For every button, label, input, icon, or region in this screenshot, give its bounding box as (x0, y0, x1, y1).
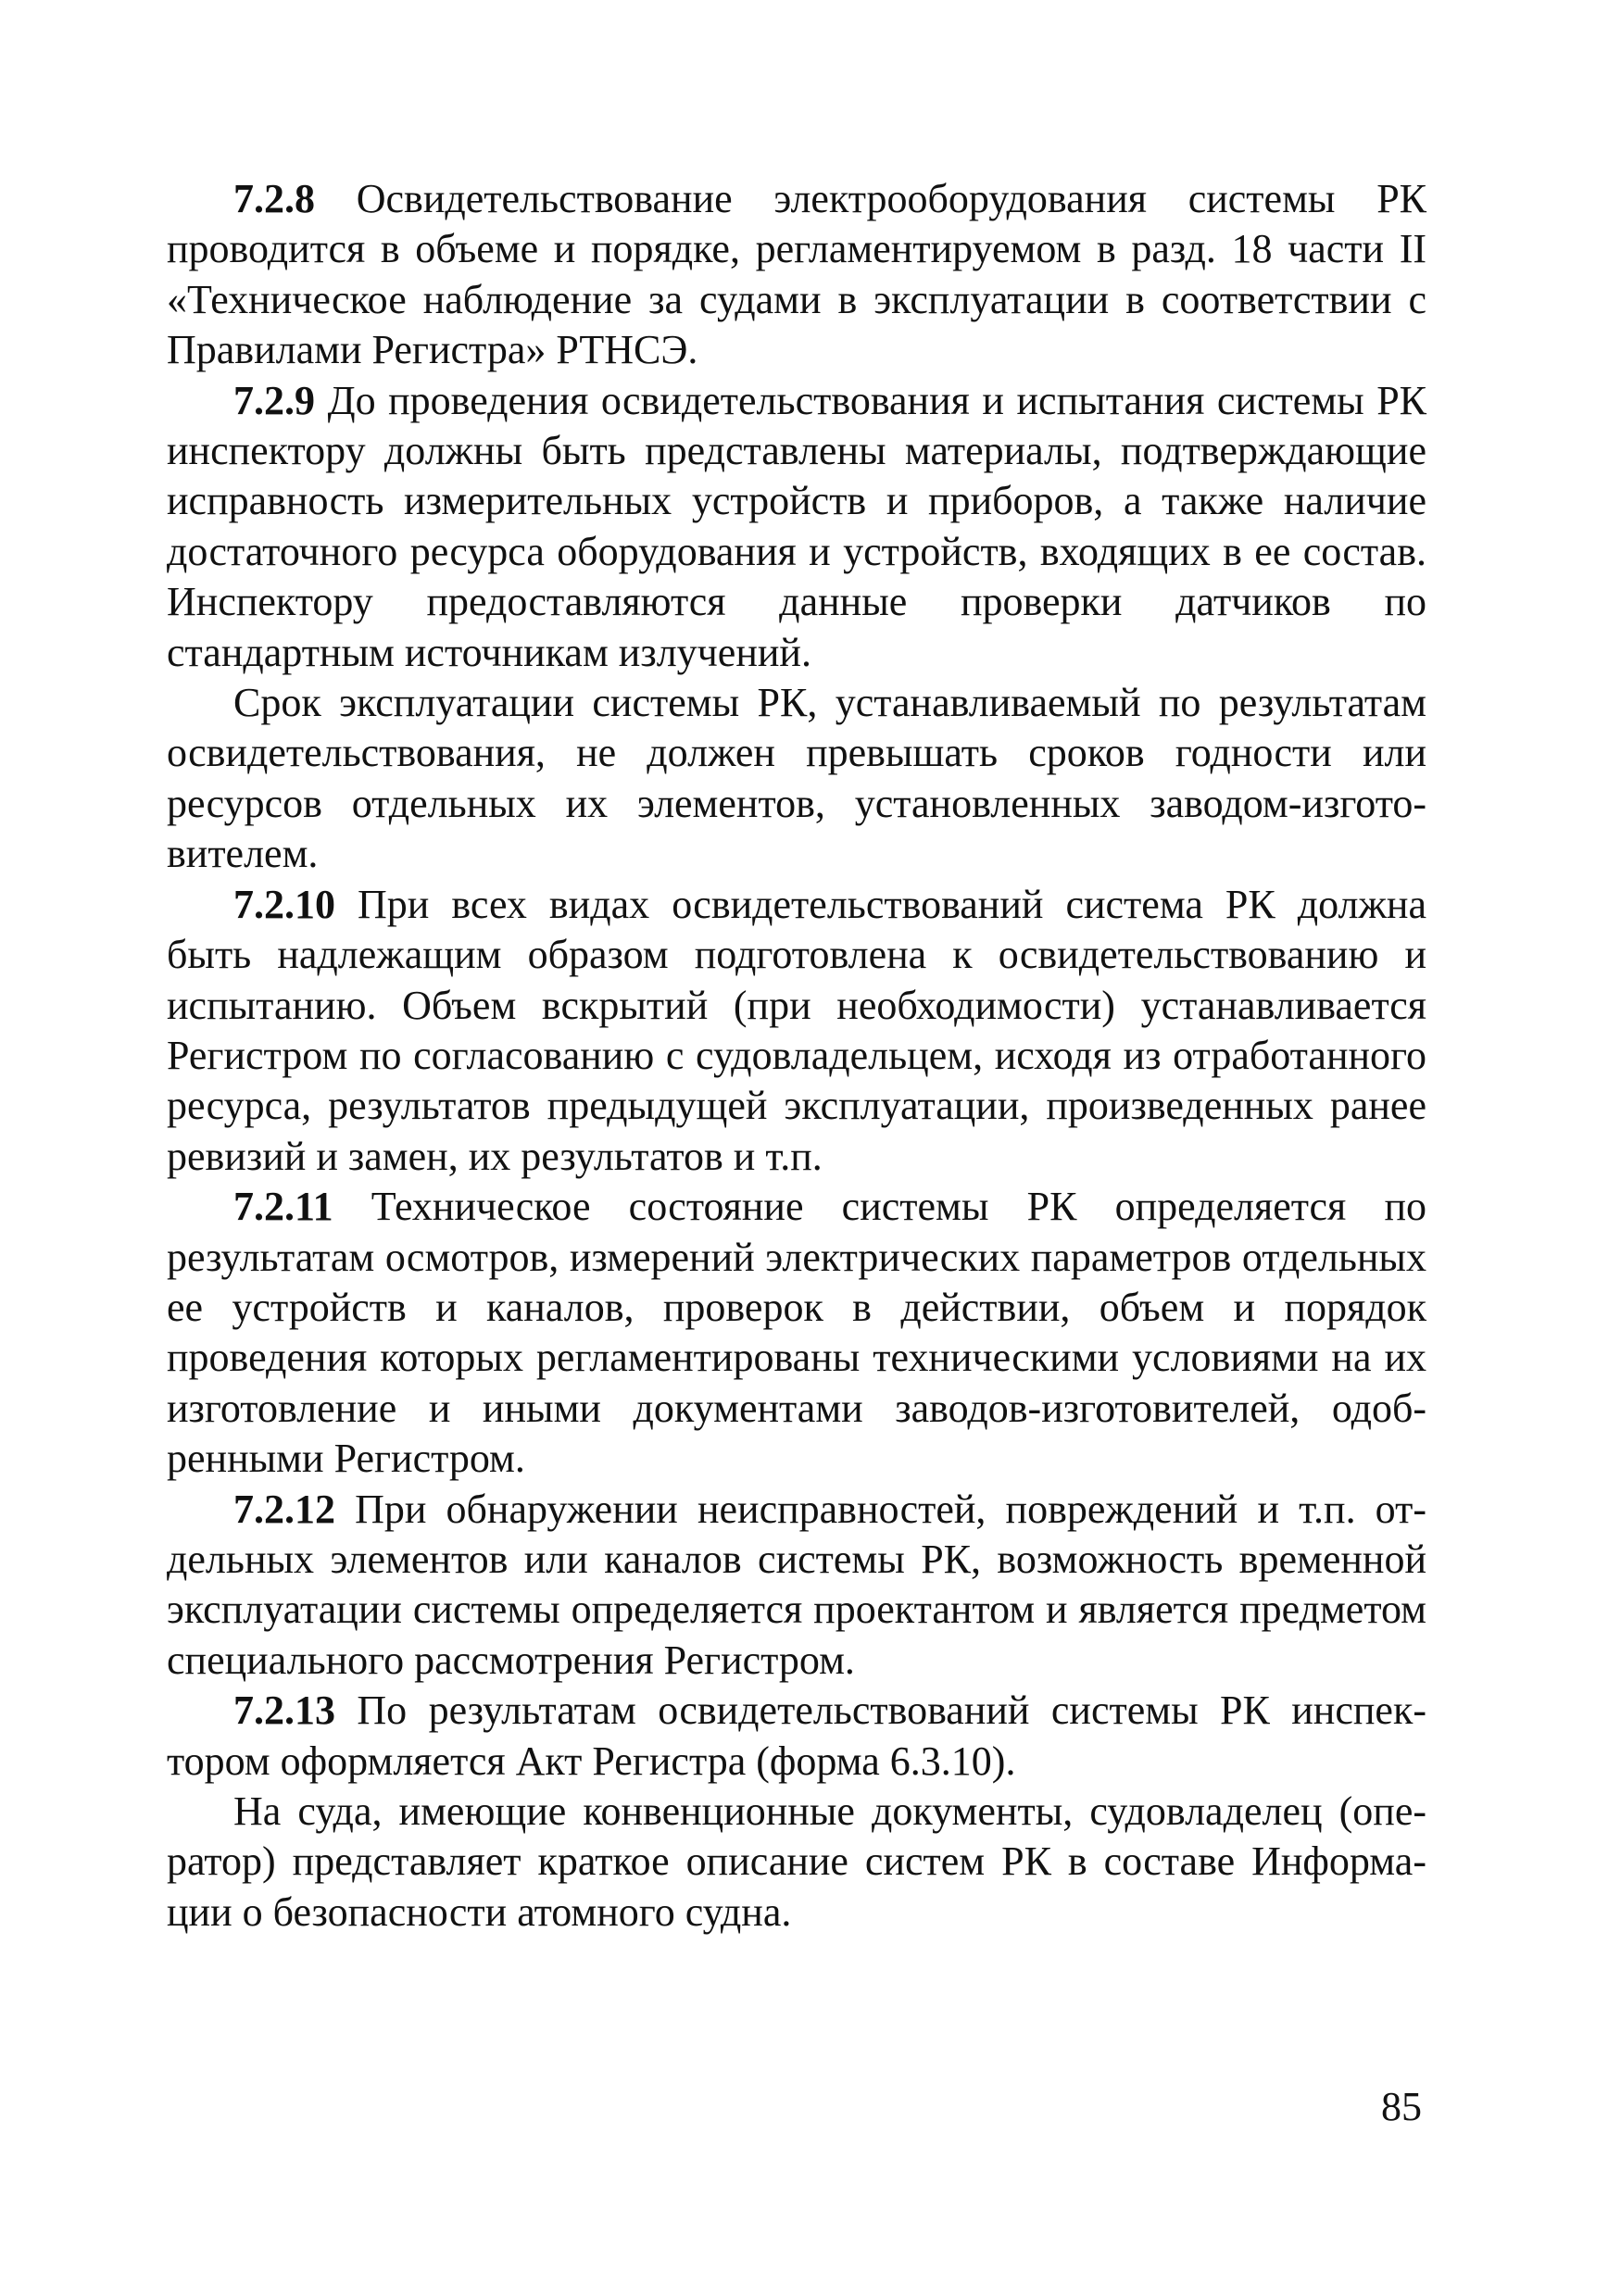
paragraph-text: Техническое состояние системы РК определяется по результатам осмотров, измерений электрических параметров отдельных ее устройств и каналов, проверок в действии, объем и порядок проведения которых регламентированы техническими условиями на их изготовление и иными документами заводов-изготовителей, одобренными Регистром. (167, 1184, 1427, 1482)
paragraph-text: По результатам освидетельствований системы РК инспектором оформляется Акт Регистра (форма 6.3.10). (167, 1687, 1426, 1784)
paragraph-text: При обнаружении неисправностей, повреждений и т.п. отдельных элементов или каналов системы РК, возможность временной эксплуатации системы определяется проектантом и является предметом специального рассмотрения Регистром. (167, 1486, 1426, 1683)
paragraph-convention-ships (167, 1787, 1426, 1938)
paragraph-text: Освидетельствование электрооборудования системы РК проводится в объеме и порядке, регламентируемом в разд. 18 части II «Техническое наблюдение за судами в эксплуатации в соответствии с Правилами Регистра» РТНСЭ. (167, 176, 1427, 373)
paragraph-number: 7.2.13 (233, 1687, 335, 1734)
paragraph-7-2-13 (167, 1686, 1426, 1787)
paragraph-number: 7.2.10 (233, 881, 335, 927)
paragraph-text: На суда, имеющие конвенционные документы, судовладелец (оператор) представляет краткое описание систем РК в составе Информации о безопасности атомного судна. (167, 1788, 1426, 1935)
paragraph-7-2-9 (167, 376, 1426, 678)
paragraph-text: При всех видах освидетельствований система РК должна быть надлежащим образом подготовлена к освидетельствованию и испытанию. Объем вскрытий (при необходимости) устанавливается Регистром по согласованию с судовладельцем, исходя из отработанного ресурса, результатов предыдущей эксплуатации, произведенных ранее ревизий и замен, их результатов и т.п. (167, 881, 1426, 1179)
paragraph-number: 7.2.12 (233, 1486, 335, 1532)
page-number: 85 (1381, 2084, 1422, 2129)
paragraph-number: 7.2.9 (233, 377, 315, 423)
paragraph-service-life (167, 678, 1426, 880)
paragraph-text: Срок эксплуатации системы РК, устанавливаемый по результатам освидетельствования, не должен превышать сроков годности или ресурсов отдельных их элементов, установленных заводом-изготовителем. (167, 680, 1426, 877)
paragraph-7-2-10 (167, 880, 1426, 1182)
paragraph-number: 7.2.8 (233, 176, 315, 221)
body-text (167, 174, 1426, 1938)
paragraph-number: 7.2.11 (233, 1184, 333, 1230)
paragraph-7-2-8 (167, 174, 1426, 376)
paragraph-7-2-11 (167, 1182, 1426, 1484)
paragraph-text: До проведения освидетельствования и испытания системы РК инспектору должны быть представлены материалы, подтверждающие исправность измерительных устройств и приборов, а также наличие достаточного ресурса оборудования и устройств, входящих в ее состав. Инспектору предоставляются данные проверки датчиков по стандартным источникам излучений. (167, 377, 1427, 675)
paragraph-7-2-12 (167, 1485, 1426, 1687)
